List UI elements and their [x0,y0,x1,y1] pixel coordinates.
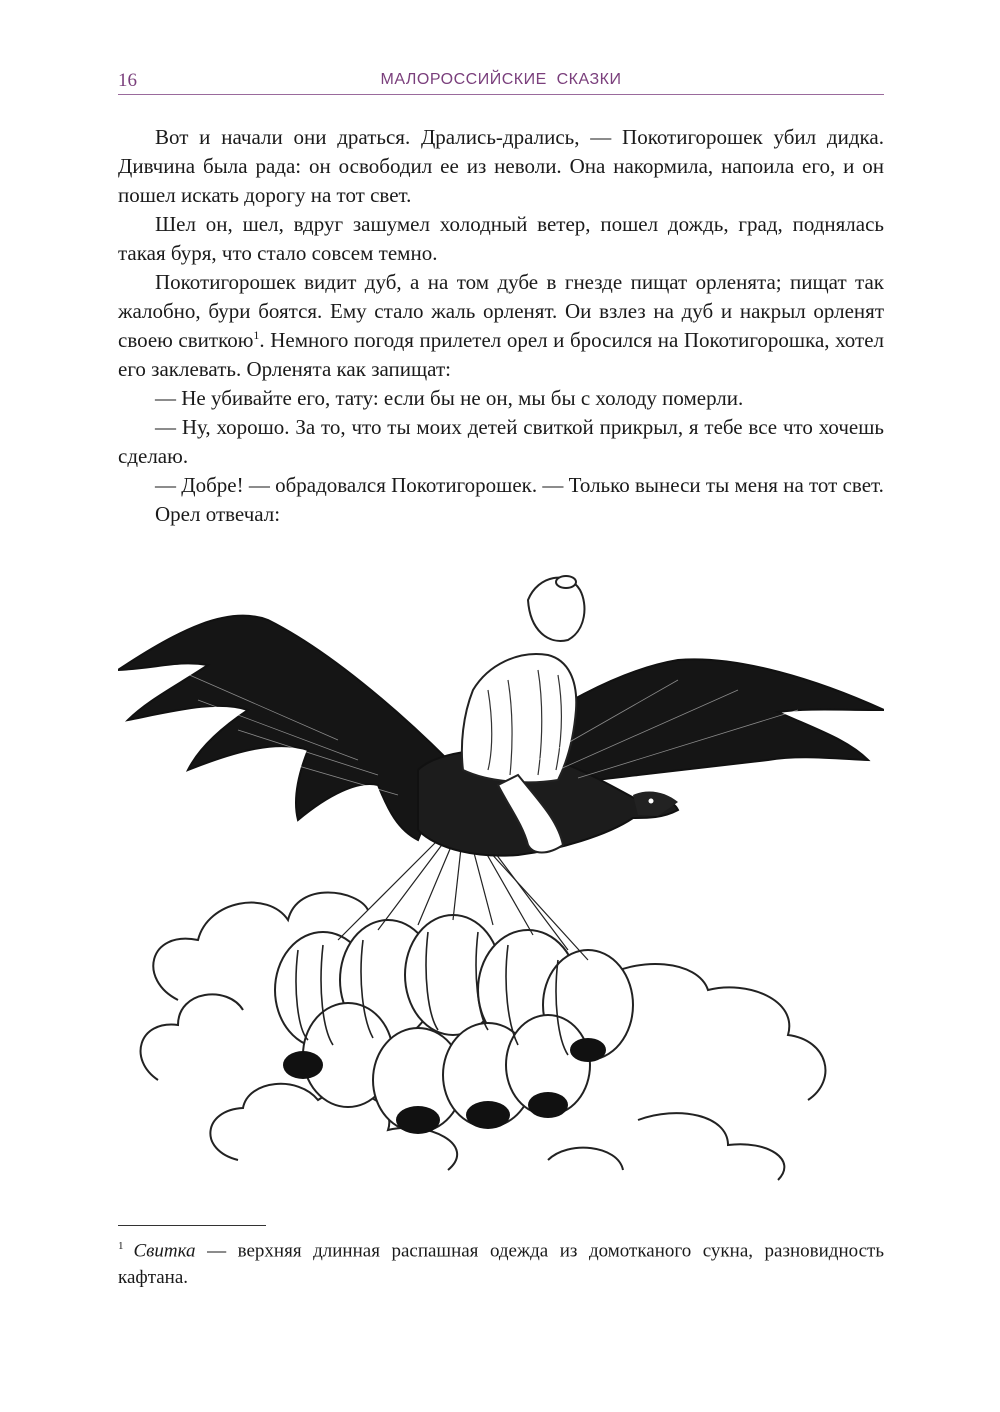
dialogue-line: — Добре! — обрадовался Покотигорошек. — Только вынеси ты меня на тот свет. [155,473,884,497]
footnote [118,1233,884,1291]
header-rule [118,94,884,95]
dialogue-line: — Ну, хорошо. За то, что ты моих детей свиткой прикрыл, я тебе все что хочешь сделаю. [118,415,884,468]
paragraph-text: Покотигорошек видит дуб, а на том дубе в гнезде пищат орленята; пищат так жалобно, бури боятся. Ему стало жаль орленят. Ои взлез на дуб и накрыл орленят своею свиткою [118,270,884,352]
eagle-illustration [118,560,884,1190]
rider-head [528,578,584,641]
paragraph: Вот и начали они драться. Дрались-дрались, — Покотигорошек убил дидка. Дивчина была рада: он освободил ее из неволи. Она накормила, напоила его, и он пошел искать дорогу на тот свет. [118,125,884,207]
cloud [598,964,825,1100]
rider-coat [462,654,576,782]
running-title: МАЛОРОССИЙСКИЕ СКАЗКИ [380,71,622,88]
paragraph: Шел он, шел, вдруг зашумел холодный ветер, пошел дождь, град, поднялась такая буря, что стало совсем темно. [118,212,884,265]
footnote-reference[interactable]: 1 [253,328,260,342]
rider-hat [556,576,576,588]
cloud [141,994,243,1080]
eagle-left-wing [118,616,458,840]
paragraph [118,268,884,384]
footnote-marker: 1 [118,1240,124,1252]
footnote-text: — верхняя длинная распашная одежда из домотканого сукна, разновидность кафтана. [118,1240,884,1289]
dialogue-line: — Не убивайте его, тату: если бы не он, мы бы с холоду померли. [155,386,744,410]
footnote-term: Свитка [133,1240,196,1262]
cloud [548,1148,623,1170]
paragraph: Орел отвечал: [155,502,281,526]
body-text [118,123,884,529]
page-header [118,66,884,96]
cloud [638,1113,784,1180]
footnote-rule [118,1225,266,1226]
eagle-drawing [118,560,884,1190]
page-number: 16 [118,70,137,91]
paragraph-text: . Немного погодя прилетел орел и бросился на Покотигорошка, хотел его заклевать. Орленята как запищат: [118,328,884,381]
